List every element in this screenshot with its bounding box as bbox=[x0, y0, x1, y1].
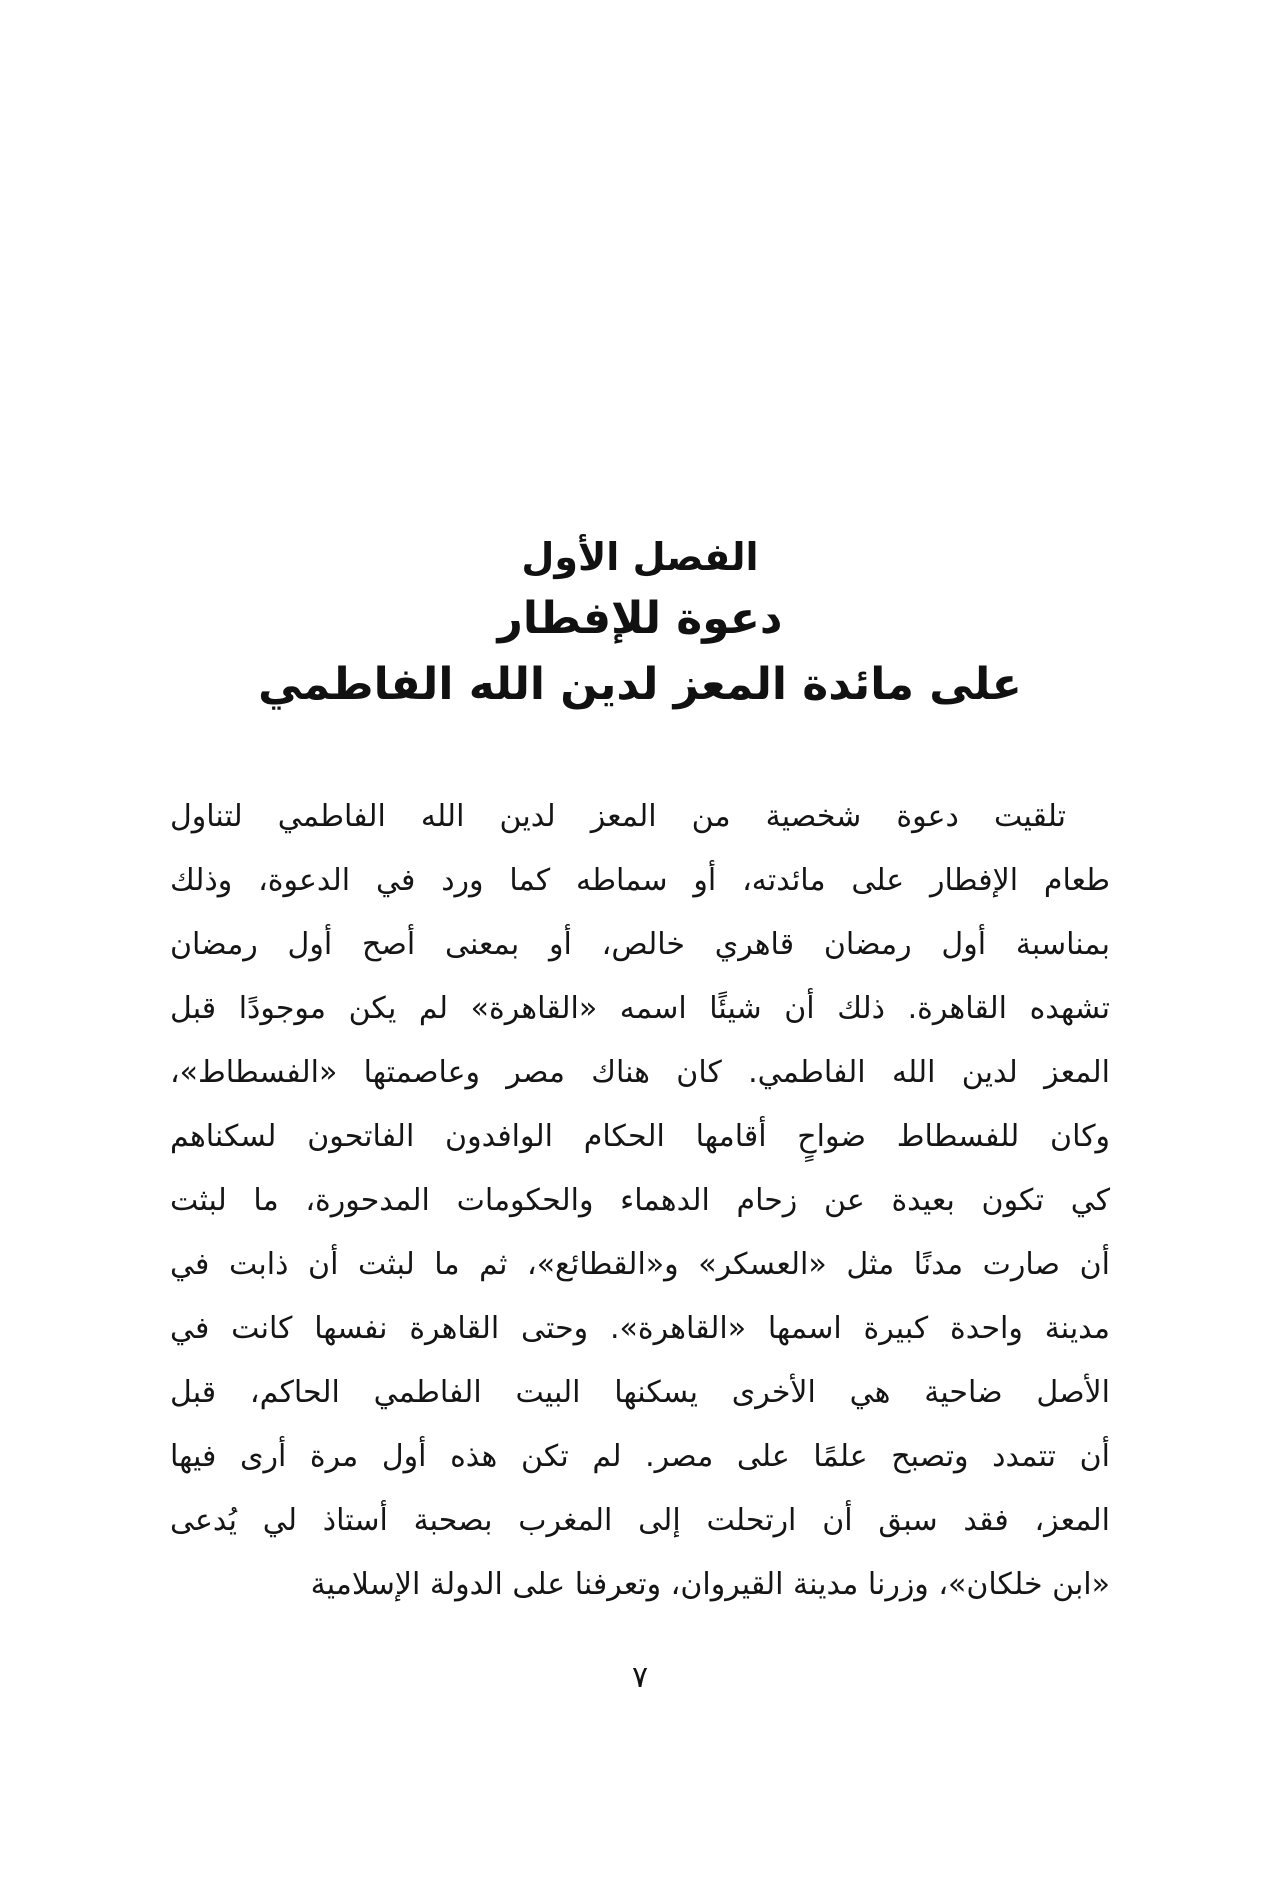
body-paragraph bbox=[170, 785, 1110, 1617]
body-line: طعام الإفطار على مائدته، أو سماطه كما ورد في الدعوة، وذلك bbox=[170, 863, 1110, 898]
body-line: مدينة واحدة كبيرة اسمها «القاهرة». وحتى القاهرة نفسها كانت في bbox=[170, 1311, 1110, 1346]
chapter-heading bbox=[0, 528, 1280, 718]
page-number: ٧ bbox=[631, 1660, 649, 1695]
chapter-title-line-2: على مائدة المعز لدين الله الفاطمي bbox=[258, 659, 1022, 710]
body-line: بمناسبة أول رمضان قاهري خالص، أو بمعنى أصح أول رمضان bbox=[170, 927, 1110, 962]
body-line: «ابن خلكان»، وزرنا مدينة القيروان، وتعرفنا على الدولة الإسلامية bbox=[310, 1567, 1110, 1602]
body-line: الأصل ضاحية هي الأخرى يسكنها البيت الفاطمي الحاكم، قبل bbox=[170, 1375, 1110, 1410]
chapter-label: الفصل الأول bbox=[521, 535, 759, 579]
body-line: أن تتمدد وتصبح علمًا على مصر. لم تكن هذه أول مرة أرى فيها bbox=[170, 1439, 1110, 1474]
body-line: كي تكون بعيدة عن زحام الدهماء والحكومات المدحورة، ما لبثت bbox=[170, 1183, 1110, 1218]
body-line: المعز لدين الله الفاطمي. كان هناك مصر وعاصمتها «الفسطاط»، bbox=[170, 1055, 1110, 1090]
body-line: أن صارت مدنًا مثل «العسكر» و«القطائع»، ثم ما لبثت أن ذابت في bbox=[170, 1247, 1110, 1282]
body-line: وكان للفسطاط ضواحٍ أقامها الحكام الوافدون الفاتحون لسكناهم bbox=[170, 1119, 1110, 1154]
body-line: المعز، فقد سبق أن ارتحلت إلى المغرب بصحبة أستاذ لي يُدعى bbox=[170, 1503, 1110, 1538]
body-line: تشهده القاهرة. ذلك أن شيئًا اسمه «القاهرة» لم يكن موجودًا قبل bbox=[170, 991, 1110, 1026]
chapter-title-line-1: دعوة للإفطار bbox=[497, 593, 783, 644]
body-line: تلقيت دعوة شخصية من المعز لدين الله الفاطمي لتناول bbox=[170, 799, 1066, 834]
